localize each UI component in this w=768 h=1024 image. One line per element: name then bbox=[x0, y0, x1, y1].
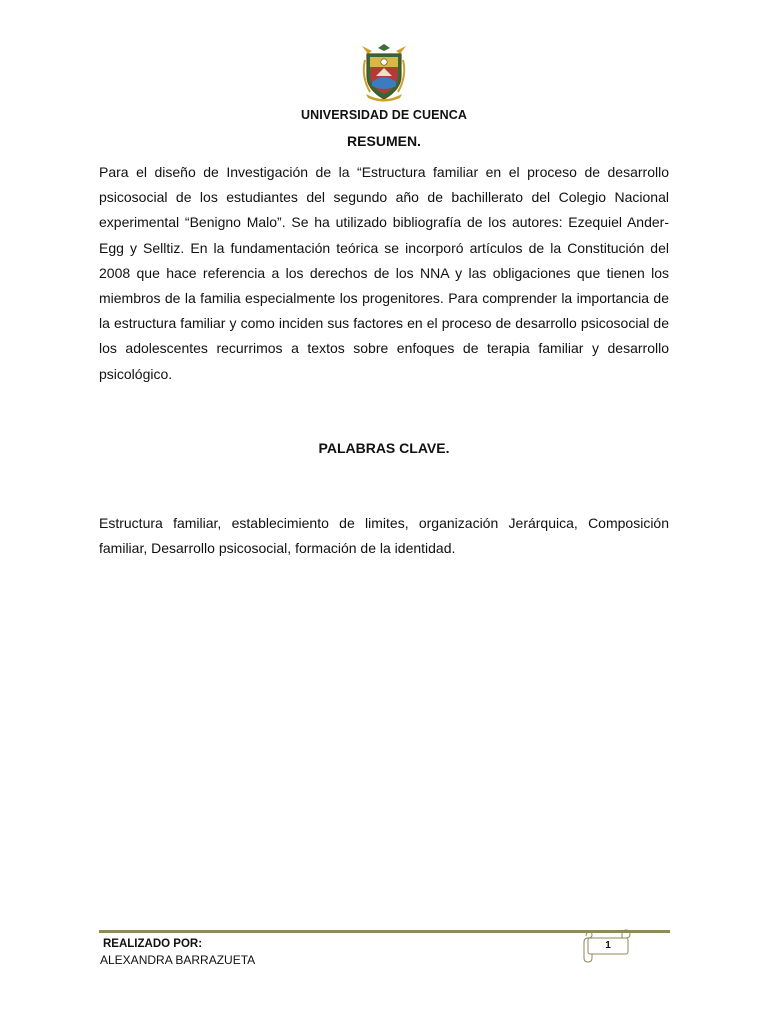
abstract-title: RESUMEN. bbox=[347, 133, 421, 149]
footer-author-name: ALEXANDRA BARRAZUETA bbox=[100, 953, 256, 967]
university-crest-icon bbox=[358, 42, 410, 102]
institution-name: UNIVERSIDAD DE CUENCA bbox=[300, 108, 467, 122]
abstract-paragraph: Para el diseño de Investigación de la “Estructura familiar en el proceso de desarrollo psicosocial de los estudiantes del segundo año de bachillerato del Colegio Nacional experimental “Benigno Malo”. Se ha utilizado bibliografía de los autores: Ezequiel Ander-Egg y Selltiz. En la fundamentación teórica se incorporó artículos de la Constitución del 2008 que hace referencia a los derechos de los NNA y las obligaciones que tienen los miembros de la familia especialmente los progenitores. Para comprender la importancia de la estructura familiar y como inciden sus factores en el proceso de desarrollo psicosocial de los adolescentes recurrimos a textos sobre enfoques de terapia familiar y desarrollo psicológico. bbox=[99, 164, 669, 382]
keywords-title: PALABRAS CLAVE. bbox=[318, 440, 450, 456]
keywords-paragraph: Estructura familiar, establecimiento de limites, organización Jerárquica, Composición familiar, Desarrollo psicosocial, formación de la identidad. bbox=[99, 515, 669, 557]
page-number: 1 bbox=[605, 940, 611, 951]
footer-author-label: REALIZADO POR: bbox=[103, 938, 203, 950]
